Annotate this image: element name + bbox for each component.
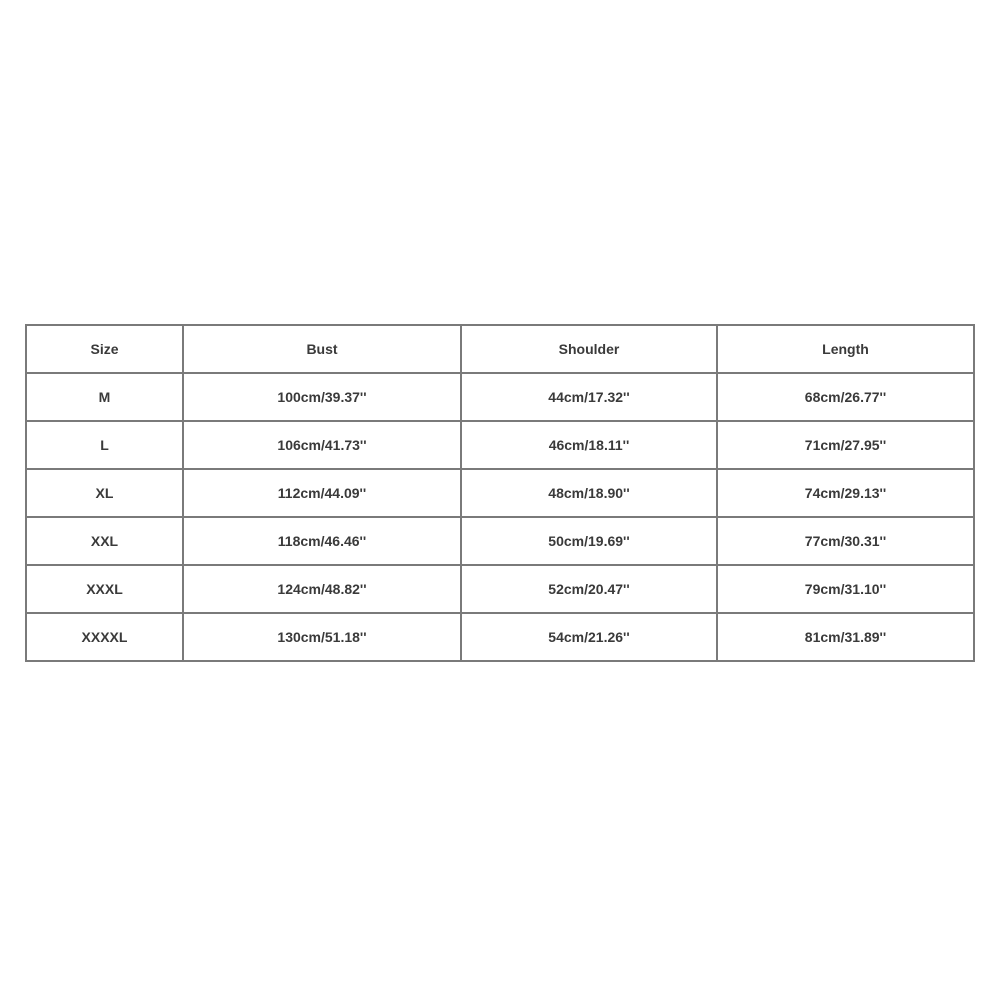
table-row: [26, 421, 974, 469]
cell-shoulder: 44cm/17.32'': [461, 373, 717, 421]
cell-length: 68cm/26.77'': [717, 373, 974, 421]
cell-length: 77cm/30.31'': [717, 517, 974, 565]
cell-size: XXXL: [26, 565, 183, 613]
table-row: [26, 613, 974, 661]
cell-shoulder: 52cm/20.47'': [461, 565, 717, 613]
header-shoulder: Shoulder: [461, 325, 717, 373]
header-bust: Bust: [183, 325, 461, 373]
cell-bust: 112cm/44.09'': [183, 469, 461, 517]
table-header-row: [26, 325, 974, 373]
cell-length: 71cm/27.95'': [717, 421, 974, 469]
table-row: [26, 469, 974, 517]
header-length: Length: [717, 325, 974, 373]
table-row: [26, 565, 974, 613]
table-row: [26, 373, 974, 421]
cell-bust: 100cm/39.37'': [183, 373, 461, 421]
cell-length: 81cm/31.89'': [717, 613, 974, 661]
cell-length: 79cm/31.10'': [717, 565, 974, 613]
cell-bust: 130cm/51.18'': [183, 613, 461, 661]
cell-bust: 118cm/46.46'': [183, 517, 461, 565]
cell-bust: 106cm/41.73'': [183, 421, 461, 469]
cell-size: XL: [26, 469, 183, 517]
cell-size: M: [26, 373, 183, 421]
cell-bust: 124cm/48.82'': [183, 565, 461, 613]
cell-size: XXXXL: [26, 613, 183, 661]
cell-shoulder: 50cm/19.69'': [461, 517, 717, 565]
header-size: Size: [26, 325, 183, 373]
cell-size: XXL: [26, 517, 183, 565]
cell-shoulder: 46cm/18.11'': [461, 421, 717, 469]
cell-length: 74cm/29.13'': [717, 469, 974, 517]
size-chart-table: [25, 324, 975, 662]
cell-shoulder: 54cm/21.26'': [461, 613, 717, 661]
table-row: [26, 517, 974, 565]
cell-size: L: [26, 421, 183, 469]
cell-shoulder: 48cm/18.90'': [461, 469, 717, 517]
